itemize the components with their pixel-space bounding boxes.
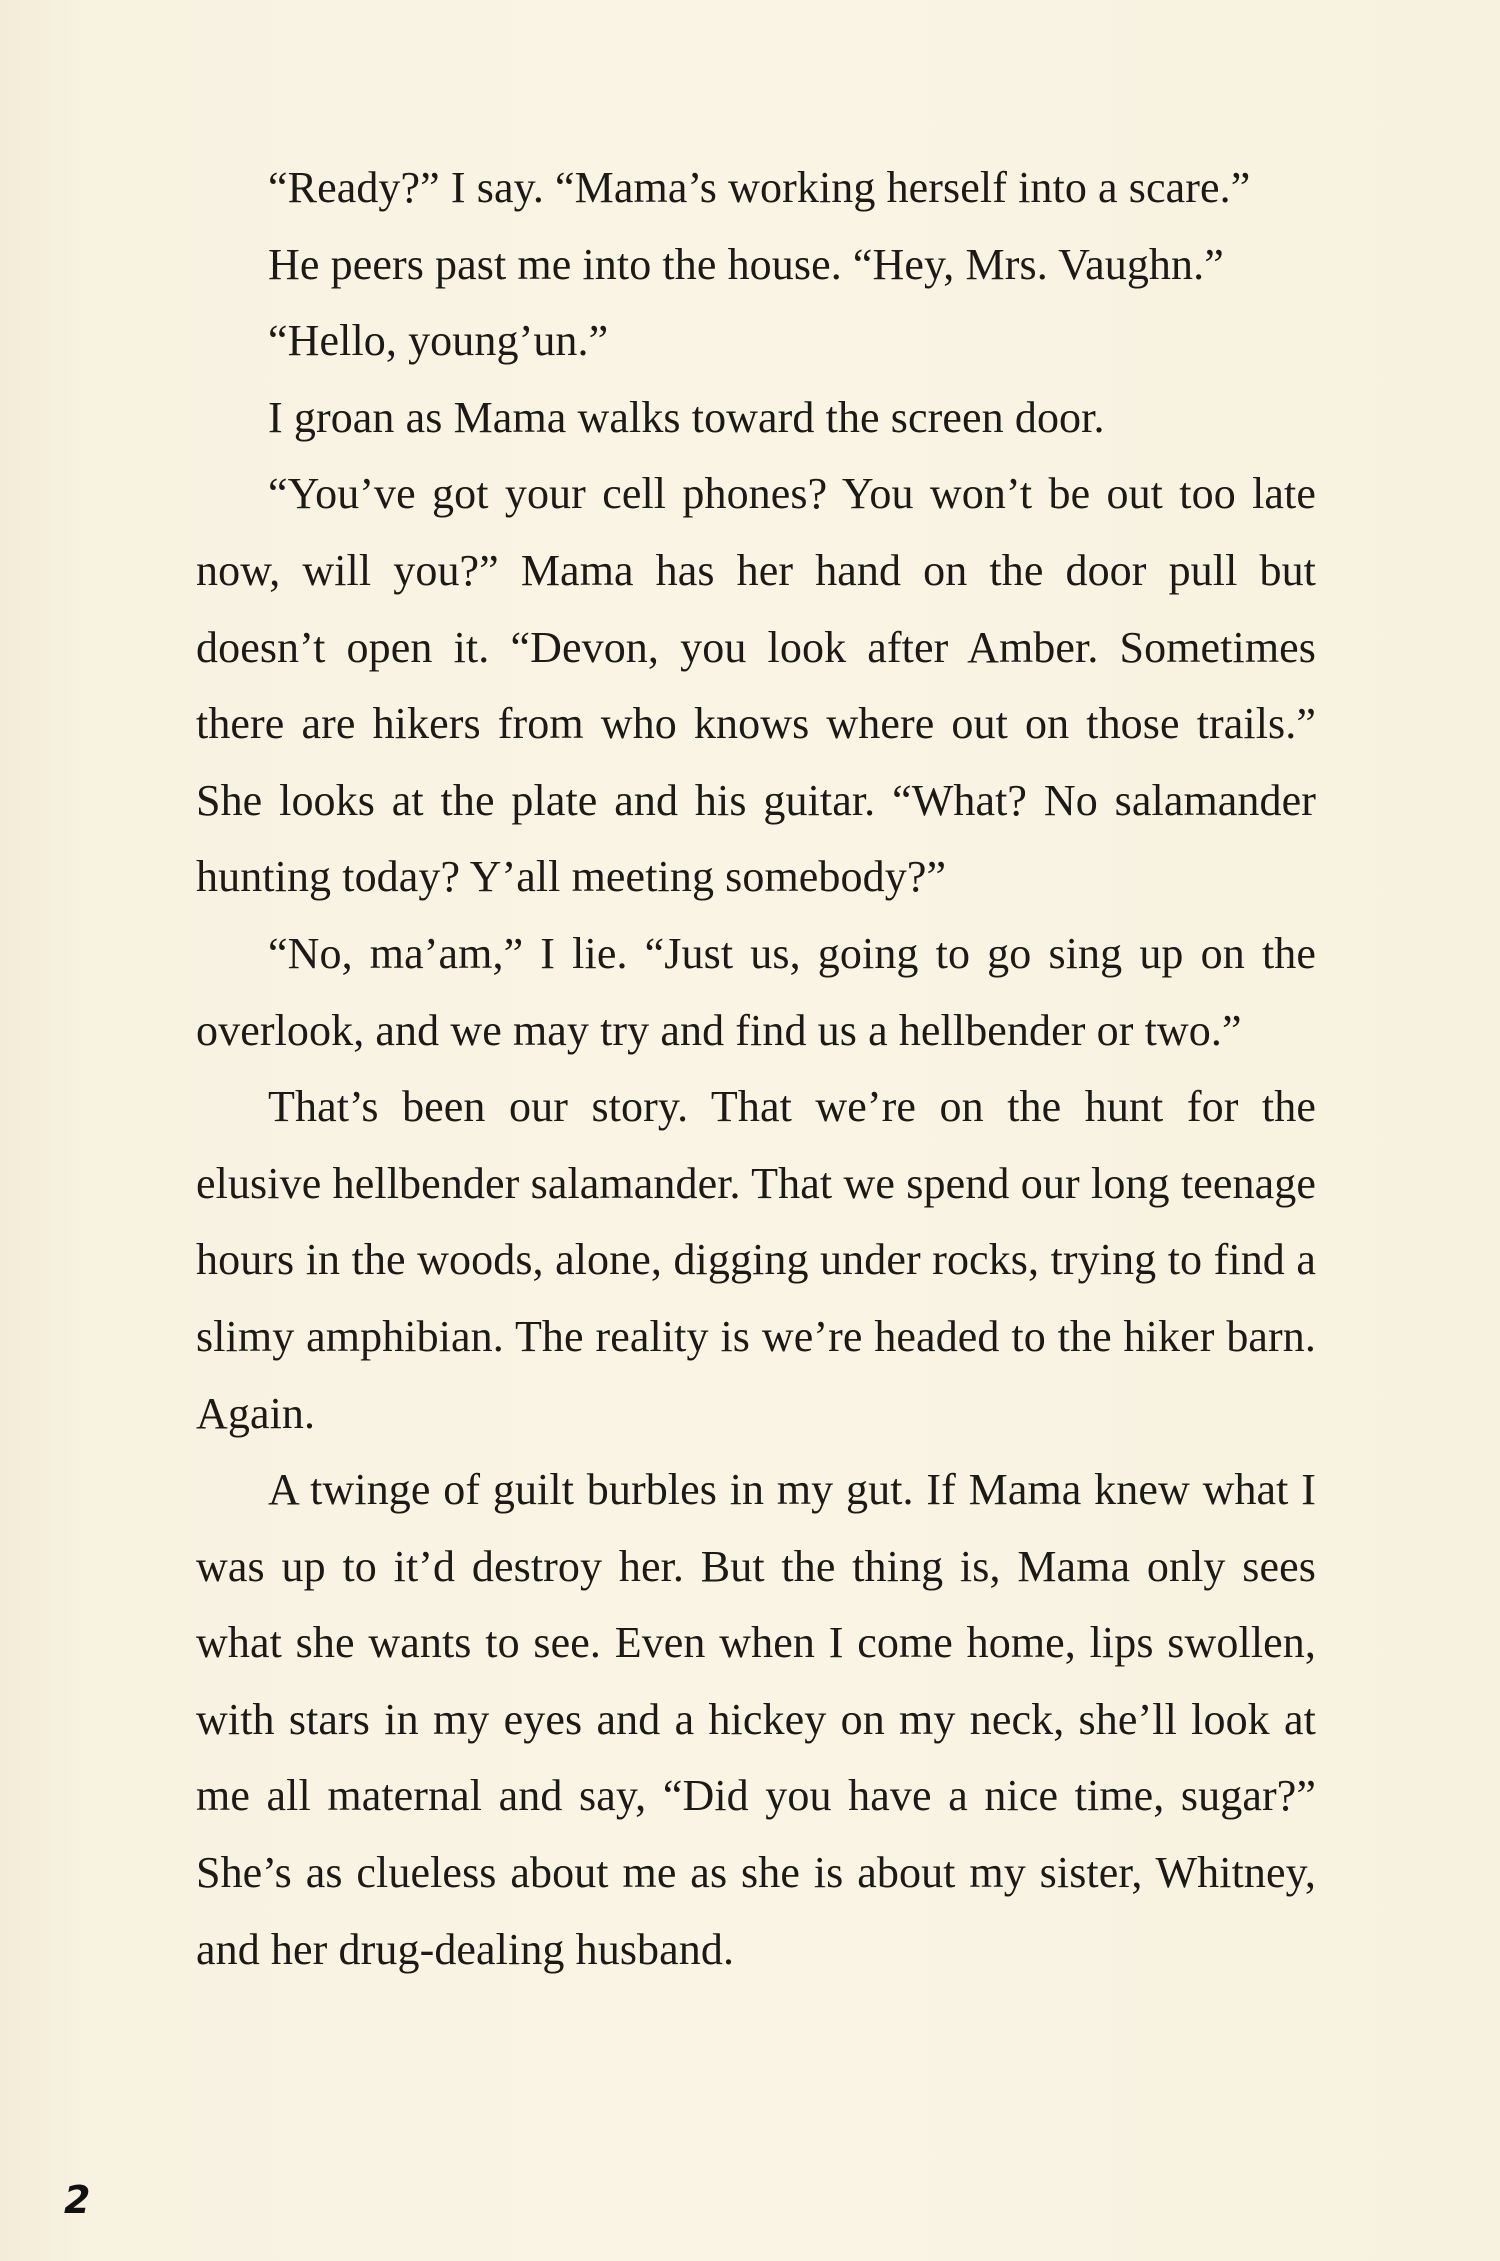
paragraph-3: “Hello, young’un.” [268,316,609,366]
paragraph-7: That’s been our story. That we’re on the hunt for the elusive hellbender salamander. That we spend our long teenage hours in the woods, alone, digging under rocks, trying to find a slimy amphibian. The reality is we’re headed to the hiker barn. Again. [196,1082,1316,1438]
paragraph-4: I groan as Mama walks toward the screen door. [268,392,1105,442]
paragraph-5: “You’ve got your cell phones? You won’t be out too late now, will you?” Mama has her hand on the door pull but doesn’t open it. “Devon, you look after Amber. Sometimes there are hikers from who knows where out on those trails.” She looks at the plate and his guitar. “What? No salamander hunting today? Y’all meeting somebody?” [196,469,1316,902]
paragraph-2: He peers past me into the house. “Hey, Mrs. Vaughn.” [268,239,1224,289]
page-number: 2 [64,2178,91,2222]
body-text [196,150,1316,1988]
paragraph-6: “No, ma’am,” I lie. “Just us, going to go sing up on the overlook, and we may try and find us a hellbender or two.” [196,928,1316,1055]
paragraph-1: “Ready?” I say. “Mama’s working herself into a scare.” [268,163,1251,212]
paragraph-8: A twinge of guilt burbles in my gut. If Mama knew what I was up to it’d destroy her. But the thing is, Mama only sees what she wants to see. Even when I come home, lips swollen, with stars in my eyes and a hickey on my neck, she’ll look at me all maternal and say, “Did you have a nice time, sugar?” She’s as clueless about me as she is about my sister, Whitney, and her drug-dealing husband. [196,1465,1316,1974]
